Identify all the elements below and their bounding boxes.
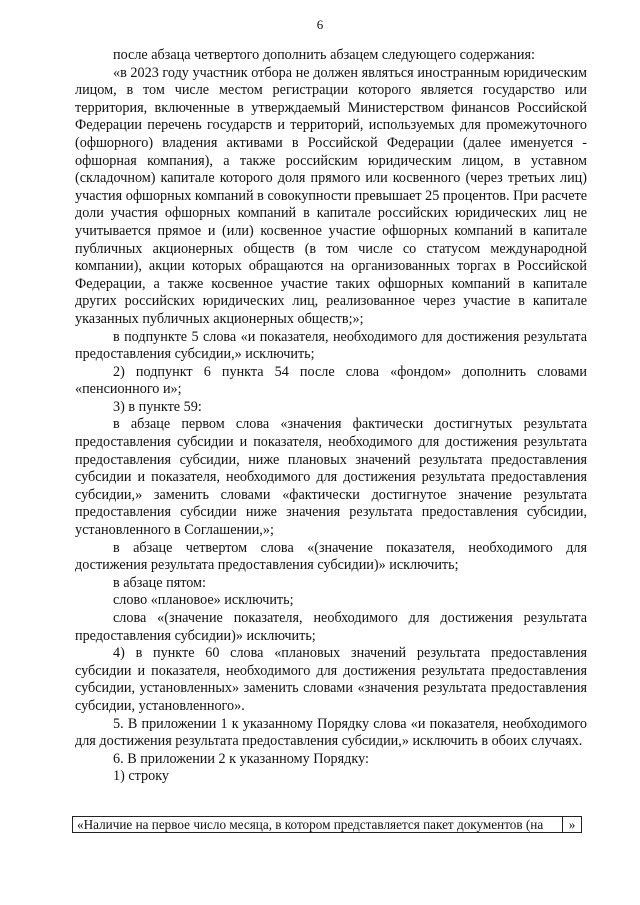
paragraph-row-intro: 1) строку bbox=[113, 768, 170, 785]
paragraph-quoted-offshore: «в 2023 году участник отбора не должен являться иностранным юридическим лицом, в том числе местом регистрации которого является государство или территория, включенные в утверждаемый Министерством финансов Российской Федерации перечень государств и территорий, используемых для промежуточного (офшорного) владения активами в Российской Федерации (далее именуется - офшорная компания), а также российским юридическим лицом, в уставном (складочном) капитале которого доля прямого или косвенного (через третьих лиц) участия офшорных компаний в совокупности превышает 25 процентов. При расчете доли участия офшорных компаний в капитале российских юридических лиц не учитывается прямое и (или) косвенное участие офшорных компаний в капитале публичных акционерных обществ (в том числе со статусом международной компании), акции которых обращаются на организованных торгах в Российской Федерации, а также косвенное участие таких офшорных компаний в капитале других российских юридических лиц, реализованное через участие в капитале указанных публичных акционерных обществ;»; bbox=[75, 64, 587, 327]
table-cell-text: «Наличие на первое число месяца, в котором представляется пакет документов (на bbox=[73, 817, 563, 832]
paragraph-fifth-abzats: в абзаце пятом: bbox=[113, 574, 206, 591]
paragraph-subpoint-5: в подпункте 5 слова «и показателя, необходимого для достижения результата предоставления субсидии,» исключить; bbox=[75, 328, 587, 363]
paragraph-first-abzats: в абзаце первом слова «значения фактически достигнутых результата предоставления субсидии и показателя, необходимого для достижения результата предоставления субсидии, ниже плановых значений результата предоставления субсидии и показателя, необходимого для достижения результата предоставления субсидии,» заменить словами «фактически достигнутое значение результата предоставления субсидии ниже значения результата предоставления субсидии, установленного в Соглашении,»; bbox=[75, 416, 587, 539]
document-body bbox=[75, 47, 587, 786]
paragraph-appendix-2: 6. В приложении 2 к указанному Порядку: bbox=[113, 750, 369, 767]
paragraph-word-planovoe: слово «плановое» исключить; bbox=[113, 592, 294, 609]
page-number: 6 bbox=[316, 17, 324, 32]
paragraph-item-4: 4) в пункте 60 слова «плановых значений результата предоставления субсидии и показателя, необходимого для достижения результата предоставления субсидии, установленных» заменить словами «значения результата предоставления субсидии, установленного». bbox=[75, 645, 587, 714]
paragraph-fourth-abzats: в абзаце четвертом слова «(значение показателя, необходимого для достижения результата предоставления субсидии)» исключить; bbox=[75, 539, 587, 574]
table-row bbox=[72, 816, 582, 833]
paragraph-words-indicator: слова «(значение показателя, необходимого для достижения результата предоставления субсидии)» исключить; bbox=[75, 610, 587, 644]
table-cell-end: » bbox=[568, 817, 576, 832]
paragraph-item-3: 3) в пункте 59: bbox=[113, 398, 202, 415]
paragraph-appendix-1: 5. В приложении 1 к указанному Порядку слова «и показателя, необходимого для достижения результата предоставления субсидии,» исключить в обоих случаях. bbox=[75, 715, 587, 750]
paragraph-item-2: 2) подпункт 6 пункта 54 после слова «фондом» дополнить словами «пенсионного и»; bbox=[75, 363, 587, 398]
paragraph-intro: после абзаца четвертого дополнить абзацем следующего содержания: bbox=[113, 47, 535, 63]
